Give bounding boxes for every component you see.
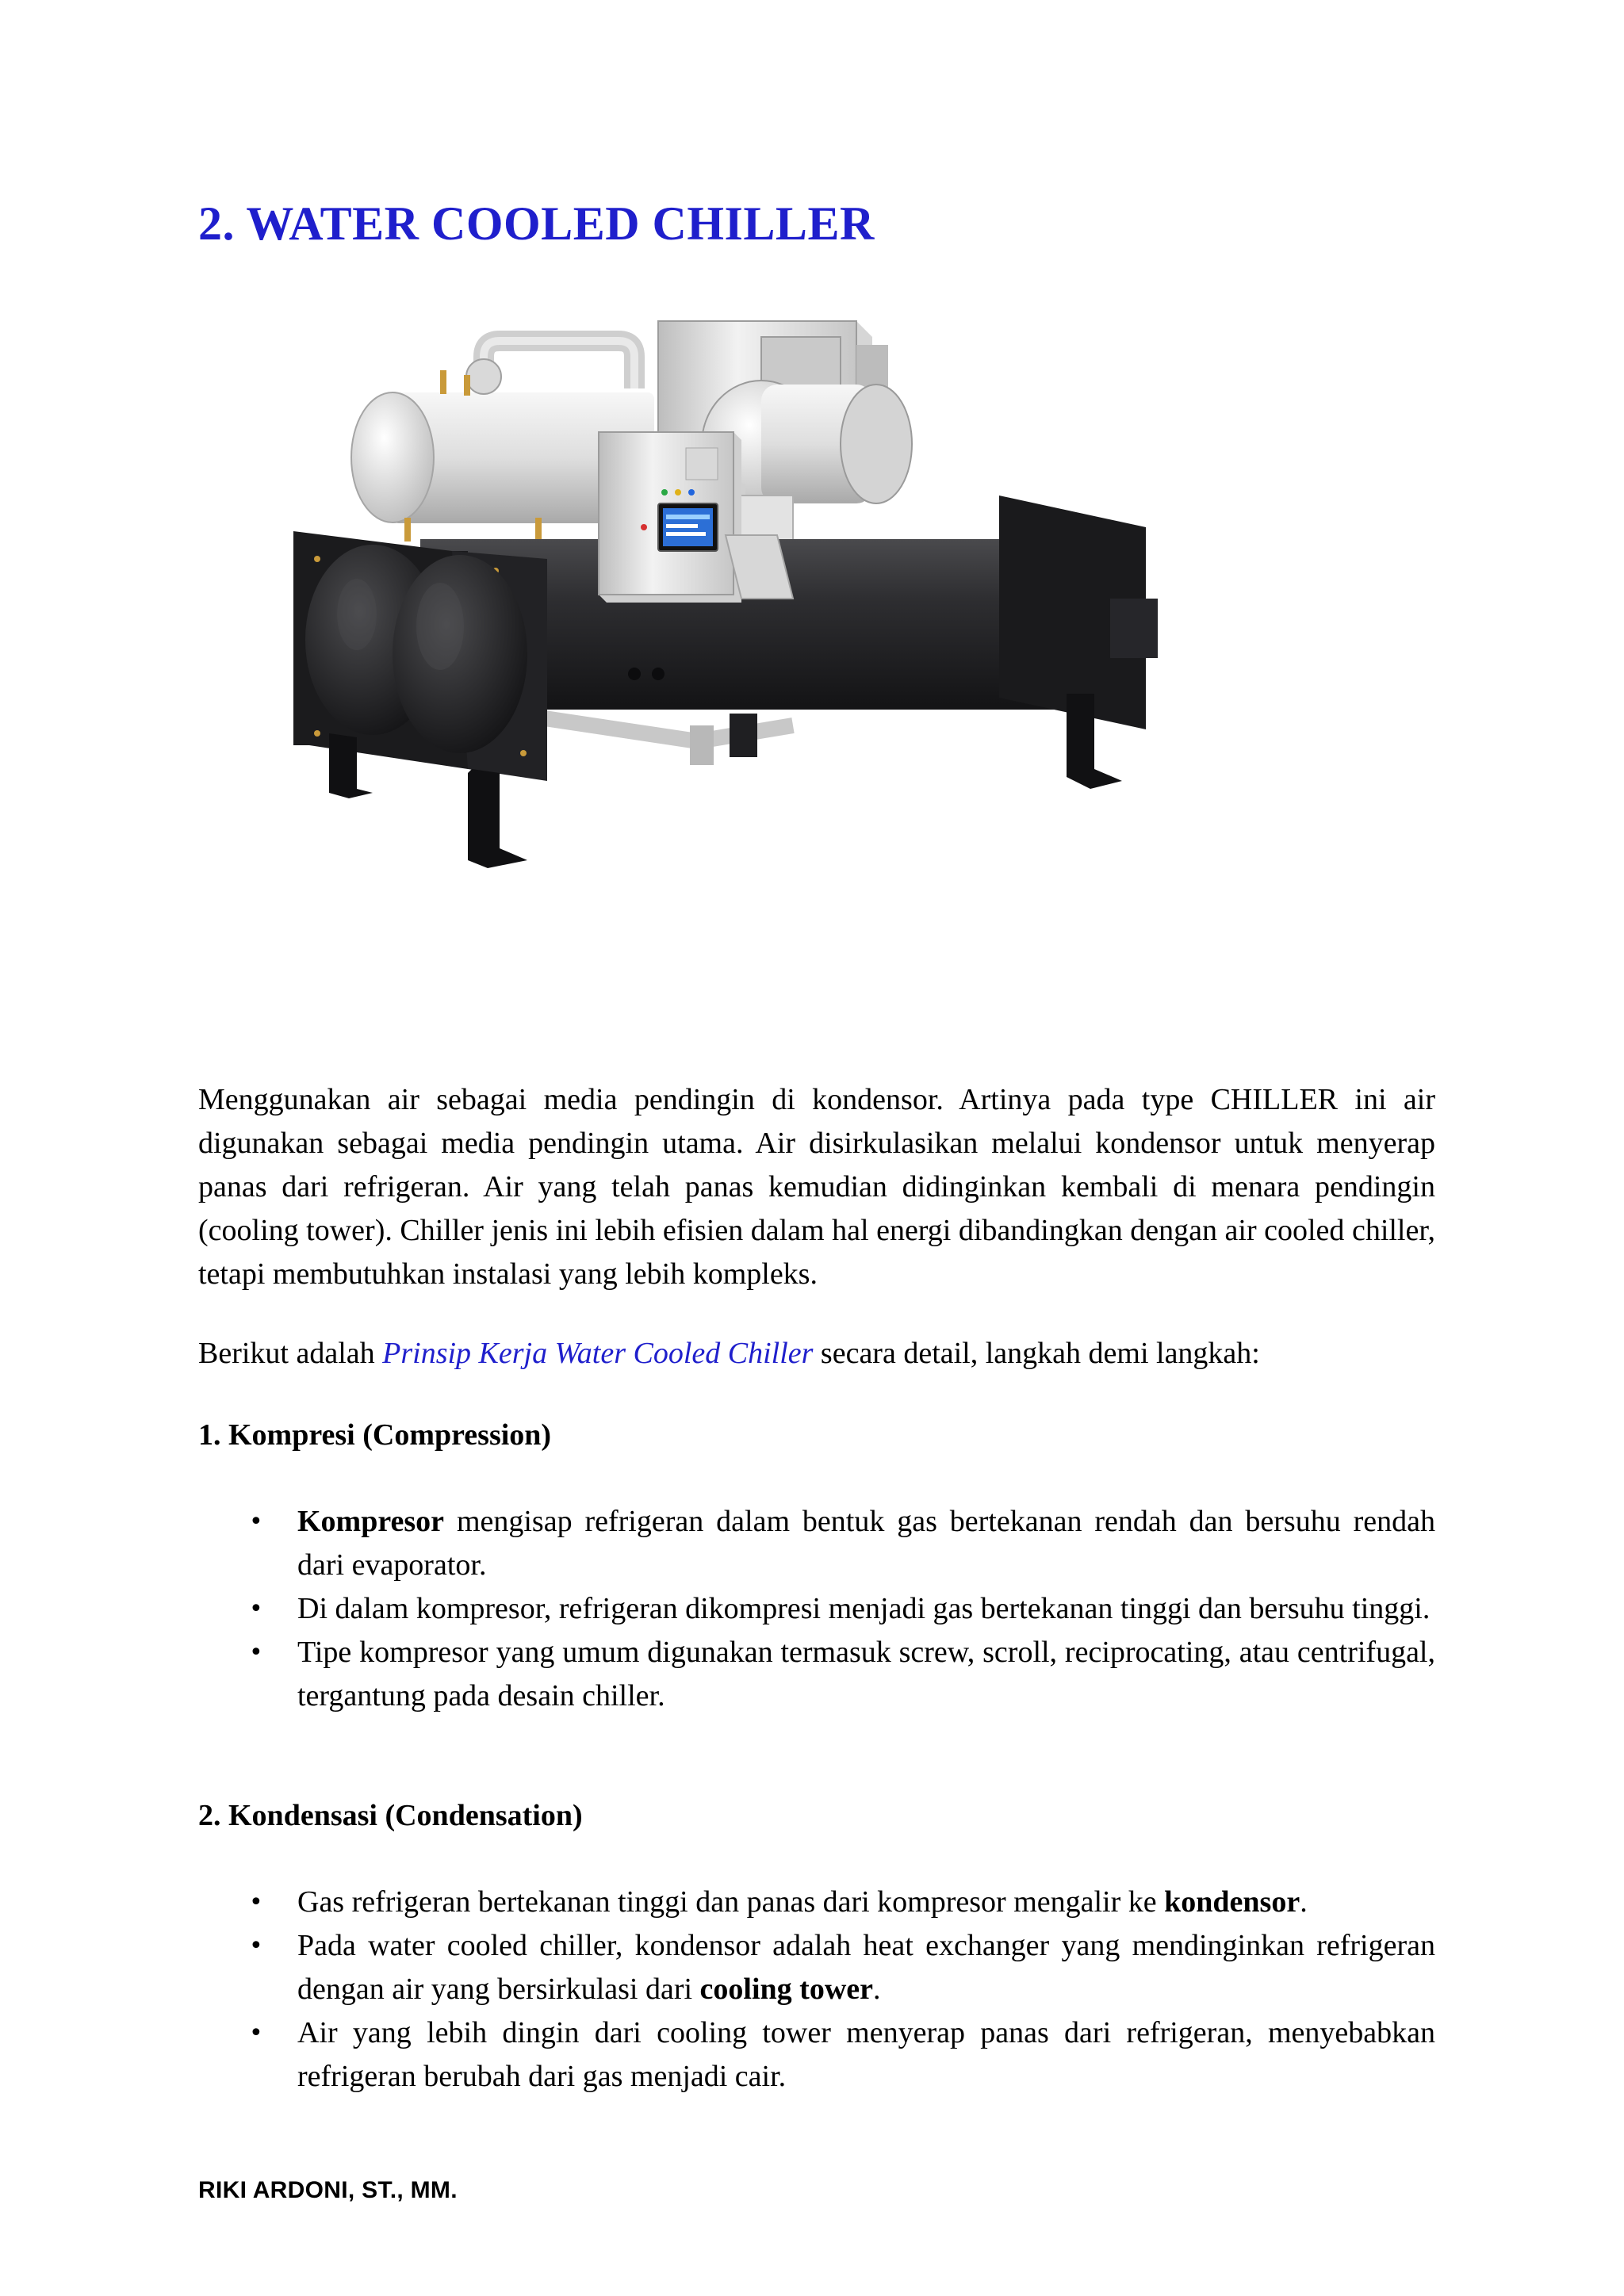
list-item-text: Gas refrigeran bertekanan tinggi dan panas dari kompresor mengalir ke [297,1885,1165,1919]
lead-paragraph [198,1332,1435,1376]
intro-text: Menggunakan air sebagai media pendingin di kondensor. Artinya pada type CHILLER ini air digunakan sebagai media pendingin utama. Air disirkulasikan melalui kondensor untuk menyerap panas dari refrigeran. Air yang telah panas kemudian didinginkan kembali di menara pendingin (cooling tower). Chiller jenis ini lebih efisien dalam hal energi dibandingkan dengan air cooled chiller, tetapi membutuhkan instalasi yang lebih kompleks. [198,1083,1435,1291]
list-item-text: Air yang lebih dingin dari cooling tower menyerap panas dari refrigeran, menyebabkan refrigeran berubah dari gas menjadi cair. [297,2016,1435,2093]
intro-paragraph [198,1078,1435,1296]
section-kondensasi-title: 2. Kondensasi (Condensation) [198,1799,583,1832]
bullet-icon: • [249,1932,263,1960]
list-item [198,1924,1435,2011]
list-item [198,1500,1435,1587]
bold-term: Kompresor [297,1505,445,1538]
kondensasi-bullet-list [198,1881,1435,2099]
list-item [198,2011,1435,2099]
chiller-image [285,313,1205,1011]
list-item [198,1631,1435,1718]
list-item-text: mengisap refrigeran dalam bentuk gas bertekanan rendah dan bersuhu rendah dari evaporator. [297,1505,1435,1582]
footer-author: RIKI ARDONI, ST., MM. [198,2177,458,2203]
lead-after: secara detail, langkah demi langkah: [813,1337,1260,1370]
list-item [198,1881,1435,1924]
prinsip-kerja-link[interactable]: Prinsip Kerja Water Cooled Chiller [382,1337,814,1370]
bold-term: kondensor [1164,1885,1300,1919]
lead-text [198,1332,1435,1376]
list-item-text: Tipe kompresor yang umum digunakan termasuk screw, scroll, reciprocating, atau centrifugal, tergantung pada desain chiller. [297,1636,1435,1712]
list-item-text: Pada water cooled chiller, kondensor adalah heat exchanger yang mendinginkan refrigeran dengan air yang bersirkulasi dari [297,1929,1435,2006]
bullet-icon: • [249,1888,263,1916]
list-item-text: . [873,1973,881,2006]
bullet-icon: • [249,2019,263,2047]
kompresi-bullet-list [198,1500,1435,1718]
lead-before: Berikut adalah [198,1337,383,1370]
list-item-text: Di dalam kompresor, refrigeran dikompresi menjadi gas bertekanan tinggi dan bersuhu tinggi. [297,1592,1431,1625]
list-item-text: . [1300,1885,1308,1919]
bold-term: cooling tower [699,1973,873,2006]
bullet-icon: • [249,1508,263,1536]
bullet-icon: • [249,1639,263,1667]
section-kompresi-title: 1. Kompresi (Compression) [198,1418,552,1452]
bullet-icon: • [249,1595,263,1623]
page-heading: 2. WATER COOLED CHILLER [198,197,875,250]
list-item [198,1587,1435,1631]
